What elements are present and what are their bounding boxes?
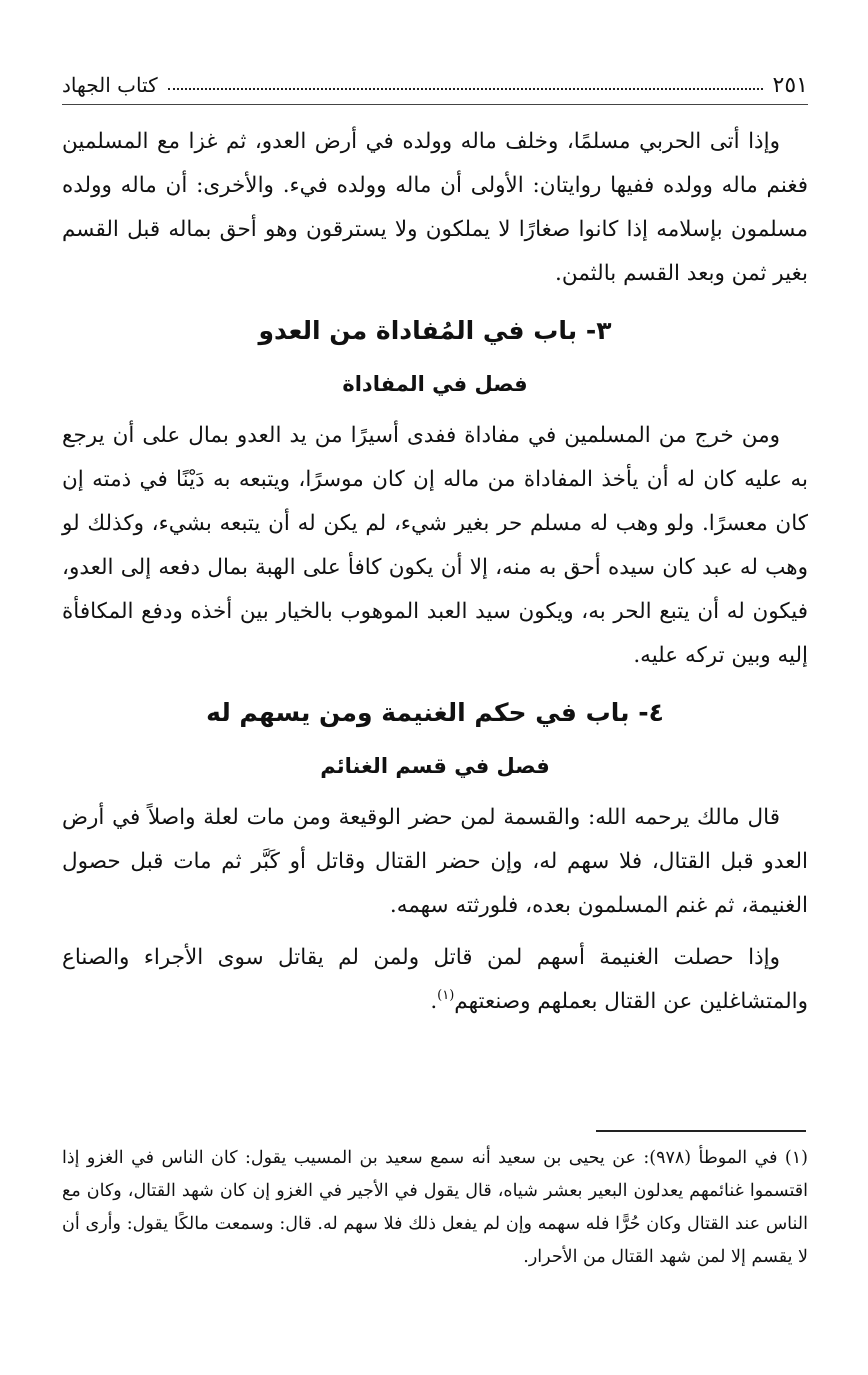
chapter-heading-ghanima: ٤- باب في حكم الغنيمة ومن يسهم له xyxy=(206,698,664,727)
header-rule xyxy=(62,104,808,105)
header-dot-leader xyxy=(168,88,763,90)
paragraph-ashum xyxy=(62,936,808,1024)
paragraph-ashum-text: وإذا حصلت الغنيمة أسهم لمن قاتل ولمن لم يقاتل سوى الأجراء والصناع والمتشاغلين عن القتال بعملهم وصنعتهم xyxy=(62,945,808,1014)
footnote-text: (١) في الموطأ (٩٧٨): عن يحيى بن سعيد أنه سمع سعيد بن المسيب يقول: كان الناس في الغزو إذا اقتسموا غنائمهم يعدلون البعير بعشر شياه، قال يقول في الأجير في الغزو إن كان شهد القتال، وكان مع الناس عند القتال وكان حُرًّا فله سهمه وإن لم يفعل ذلك فلا سهم له. قال: وسمعت مالكًا يقول: وأرى أن لا يقسم إلا لمن شهد القتال من الأحرار. xyxy=(62,1148,808,1267)
main-text xyxy=(62,120,808,1032)
footnote-separator xyxy=(596,1130,806,1132)
running-header xyxy=(62,68,808,102)
paragraph-harbi: وإذا أتى الحربي مسلمًا، وخلف ماله وولده في أرض العدو، ثم غزا مع المسلمين فغنم ماله وولده ففيها روايتان: الأولى أن ماله وولده فيء. والأخرى: أن ماله وولده مسلمون بإسلامه إذا كانوا صغارًا لا يملكون ولا يسترقون وهو أحق بماله قبل القسم بغير ثمن وبعد القسم بالثمن. xyxy=(62,129,808,286)
chapter-heading-mufadah: ٣- باب في المُفاداة من العدو xyxy=(258,316,612,345)
page-number: ٢٥١ xyxy=(772,72,808,98)
paragraph-mufadah: ومن خرج من المسلمين في مفاداة ففدى أسيرًا من يد العدو بمال على أن يرجع به عليه كان له أن يأخذ المفاداة من ماله إن كان موسرًا، ويتبعه به دَيْنًا في ذمته إن كان معسرًا. ولو وهب له مسلم حر بغير شيء، لم يكن له أن يتبعه بشيء، وكذلك لو وهب له عبد كان سيده أحق به منه، إلا أن يكون كافأ على الهبة بمال دفعه إلى العدو، فيكون له أن يتبع الحر به، ويكون سيد العبد الموهوب بالخيار بين أخذه ودفع المكافأة إليه وبين تركه عليه. xyxy=(62,423,808,668)
section-heading-mufadah: فصل في المفاداة xyxy=(342,372,528,396)
paragraph-ashum-end: . xyxy=(430,989,438,1014)
footnote xyxy=(62,1142,808,1274)
book-title: كتاب الجهاد xyxy=(62,73,158,97)
footnote-reference[interactable]: (١) xyxy=(437,988,455,1003)
paragraph-qisma: قال مالك يرحمه الله: والقسمة لمن حضر الوقيعة ومن مات لعلة واصلاً في أرض العدو قبل القتال، فلا سهم له، وإن حضر القتال وقاتل أو كَبَّر ثم مات قبل حصول الغنيمة، ثم غنم المسلمون بعده، فلورثته سهمه. xyxy=(62,805,808,918)
section-heading-qism: فصل في قسم الغنائم xyxy=(320,754,550,778)
